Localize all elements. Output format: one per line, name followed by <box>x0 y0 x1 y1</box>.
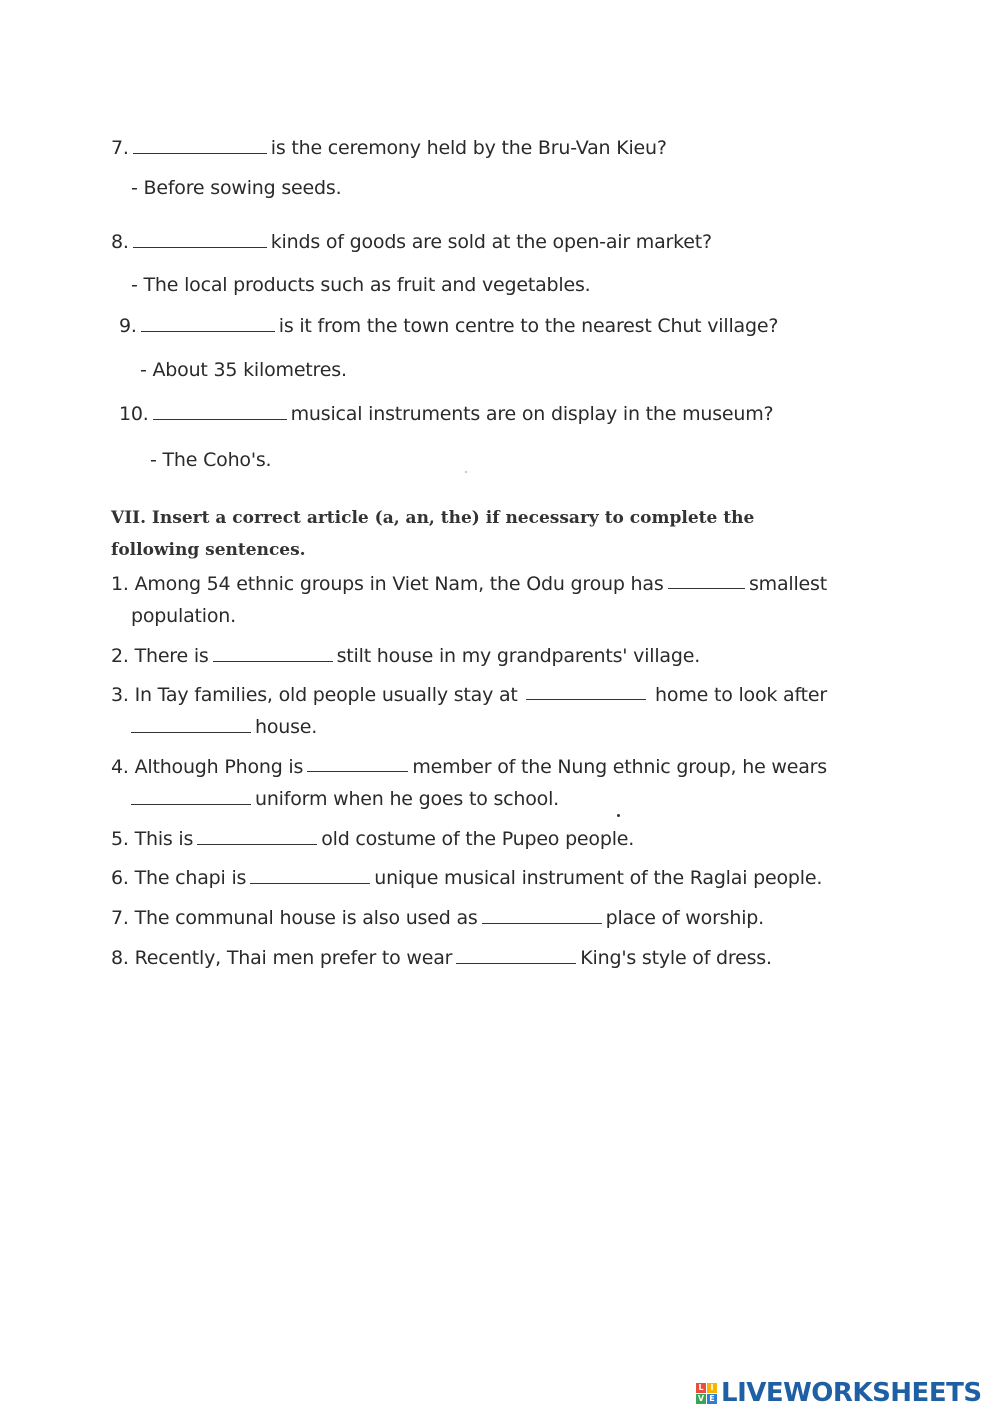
answer-blank[interactable] <box>133 137 267 154</box>
article-item-4 <box>111 755 827 779</box>
answer-8: - The local products such as fruit and vegetables. <box>131 274 591 296</box>
answer-blank[interactable] <box>131 788 251 805</box>
question-text: is the ceremony held by the Bru-Van Kieu? <box>270 137 667 159</box>
question-number: 10. <box>119 403 149 425</box>
item-text: 7. The communal house is also used as <box>111 907 478 929</box>
article-item-1-cont: population. <box>131 605 236 627</box>
item-text: uniform when he goes to school. <box>255 788 560 810</box>
scan-speck <box>617 814 620 817</box>
answer-blank[interactable] <box>153 403 287 420</box>
answer-blank[interactable] <box>456 947 576 964</box>
item-text: home to look after <box>655 684 827 706</box>
item-text: 6. The chapi is <box>111 867 247 889</box>
article-item-3-cont <box>131 715 317 739</box>
answer-blank[interactable] <box>482 907 602 924</box>
question-10 <box>119 402 773 426</box>
answer-blank[interactable] <box>526 683 646 700</box>
item-text: smallest <box>748 573 827 595</box>
item-text: stilt house in my grandparents' village. <box>336 645 701 667</box>
section-heading: VII. Insert a correct article (a, an, the) if necessary to complete the following sentences. <box>111 508 755 560</box>
question-text: kinds of goods are sold at the open-air market? <box>270 231 712 253</box>
answer-blank[interactable] <box>131 716 251 733</box>
article-item-2 <box>111 644 700 668</box>
item-text: 8. Recently, Thai men prefer to wear <box>111 947 453 969</box>
answer-9: - About 35 kilometres. <box>140 359 347 381</box>
liveworksheets-brand[interactable] <box>696 1378 982 1408</box>
item-text: 1. Among 54 ethnic groups in Viet Nam, the Odu group has <box>111 573 664 595</box>
article-item-7 <box>111 906 764 930</box>
question-9 <box>119 314 778 338</box>
article-item-4-cont <box>131 787 559 811</box>
article-item-1 <box>111 572 827 596</box>
item-text: King's style of dress. <box>580 947 772 969</box>
answer-blank[interactable] <box>213 645 333 662</box>
answer-7: - Before sowing seeds. <box>131 177 342 199</box>
article-item-6 <box>111 866 822 890</box>
article-item-5 <box>111 827 634 851</box>
answer-blank[interactable] <box>197 828 317 845</box>
answer-blank[interactable] <box>307 755 408 772</box>
item-text: unique musical instrument of the Raglai people. <box>374 867 823 889</box>
question-text: is it from the town centre to the nearest Chut village? <box>278 315 779 337</box>
logo-letter: I <box>707 1383 717 1393</box>
logo-letter: E <box>707 1394 717 1404</box>
item-text: place of worship. <box>605 907 764 929</box>
answer-blank[interactable] <box>133 231 267 248</box>
article-item-3 <box>111 683 827 707</box>
item-text: member of the Nung ethnic group, he wears <box>412 756 827 778</box>
logo-letter: L <box>696 1383 706 1393</box>
scan-speck <box>465 471 467 473</box>
article-item-8 <box>111 946 772 970</box>
liveworksheets-logo-icon <box>696 1383 717 1404</box>
answer-10: - The Coho's. <box>150 449 272 471</box>
answer-blank[interactable] <box>250 867 370 884</box>
item-text: old costume of the Pupeo people. <box>321 828 635 850</box>
question-number: 9. <box>119 315 137 337</box>
question-number: 7. <box>111 137 129 159</box>
brand-text: LIVEWORKSHEETS <box>721 1378 982 1408</box>
question-number: 8. <box>111 231 129 253</box>
question-7 <box>111 136 667 160</box>
question-8 <box>111 230 712 254</box>
item-text: 5. This is <box>111 828 194 850</box>
item-text: 4. Although Phong is <box>111 756 304 778</box>
question-text: musical instruments are on display in the museum? <box>290 403 774 425</box>
answer-blank[interactable] <box>668 572 745 589</box>
item-text: 3. In Tay families, old people usually stay at <box>111 684 518 706</box>
answer-blank[interactable] <box>141 315 275 332</box>
item-text: house. <box>255 716 318 738</box>
logo-letter: V <box>697 1393 705 1403</box>
item-text: 2. There is <box>111 645 209 667</box>
